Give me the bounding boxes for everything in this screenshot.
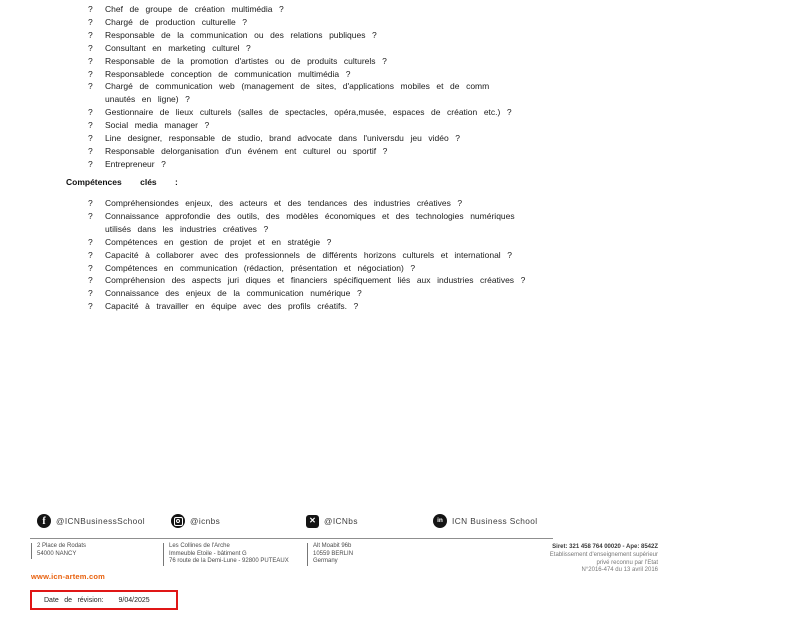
bullet-icon: ? [88, 107, 93, 118]
address-line: Germany [313, 558, 338, 565]
bullet-icon: ? [88, 29, 93, 40]
address-line: Immeuble Etoile - bâtiment G [169, 550, 247, 557]
facebook-icon: f [37, 514, 51, 528]
bullet-icon: ? [88, 249, 93, 260]
list-item [88, 16, 525, 29]
list-item-text: Social media manager ? [105, 120, 210, 131]
list-item [88, 119, 525, 132]
list-item [88, 80, 525, 106]
social-label: @icnbs [190, 516, 221, 526]
competences-list [88, 197, 537, 313]
social-link-linkedin[interactable] [433, 513, 538, 529]
list-item [88, 132, 525, 145]
legal-block [440, 544, 658, 575]
address-block-paris [163, 543, 289, 566]
list-item-text: Compréhensiondes enjeux, des acteurs et des tendances des industries créatives ? [105, 198, 463, 208]
bullet-icon: ? [88, 145, 93, 156]
bullet-icon: ? [88, 42, 93, 53]
social-link-x-twitter[interactable] [306, 513, 358, 529]
list-item [88, 274, 537, 287]
list-item [88, 210, 537, 236]
list-item [88, 106, 525, 119]
social-label: ICN Business School [452, 516, 538, 526]
list-item [88, 158, 525, 171]
social-link-facebook[interactable] [37, 513, 145, 529]
list-item-text: Entrepreneur ? [105, 158, 166, 169]
website-link[interactable]: www.icn-artem.com [31, 572, 105, 581]
revision-value: 9/04/2025 [118, 596, 150, 604]
bullet-icon: ? [88, 133, 93, 144]
bullet-icon: ? [88, 236, 93, 247]
legal-line: Etablissement d'enseignement supérieur [549, 551, 658, 558]
instagram-icon [171, 514, 185, 528]
legal-line: Siret: 321 458 764 00020 - Ape: 8542Z [552, 544, 658, 550]
bullet-icon: ? [88, 158, 93, 169]
list-item-text: Connaissance des enjeux de la communication numérique ? [105, 288, 362, 299]
list-item-text: Responsable delorganisation d'un événem ent culturel ou sportif ? [105, 145, 388, 156]
list-item [88, 68, 525, 81]
bullet-icon: ? [88, 262, 93, 273]
list-item [88, 249, 537, 262]
bullet-icon: ? [88, 81, 93, 92]
list-item-text: Chargé de production culturelle ? [105, 16, 248, 27]
list-item-text: Responsablede conception de communication multimédia ? [105, 68, 351, 79]
list-item-text: Compréhension des aspects juri diques et financiers spécifiquement liés aux industries créatives ? [105, 275, 526, 286]
revision-label: Date de révision: [44, 596, 104, 604]
social-link-instagram[interactable] [171, 513, 220, 529]
social-label: @ICNbs [324, 516, 358, 526]
footer-divider [30, 538, 553, 539]
list-item [88, 3, 525, 16]
legal-line: N°2016-474 du 13 avril 2016 [581, 567, 658, 574]
address-line: 76 route de la Demi-Lune - 92800 PUTEAUX [169, 558, 289, 565]
list-item-text: Consultant en marketing culturel ? [105, 42, 251, 53]
list-item [88, 236, 537, 249]
address-line: Les Collines de l'Arche [169, 543, 230, 549]
list-item [88, 262, 537, 275]
list-item [88, 197, 537, 210]
x-twitter-icon: ✕ [306, 515, 319, 528]
address-block-nancy [31, 543, 86, 559]
bullet-icon: ? [88, 68, 93, 79]
jobs-list [88, 3, 525, 171]
bullet-icon: ? [88, 4, 93, 14]
linkedin-icon: in [433, 514, 447, 528]
address-line: Alt Moabit 96b [313, 543, 352, 549]
bullet-icon: ? [88, 275, 93, 286]
social-label: @ICNBusinessSchool [56, 516, 145, 526]
list-item-text: Responsable de la promotion d'artistes ou de produits culturels ? [105, 55, 387, 66]
list-item-text: Connaissance approfondie des outils, des modèles économiques et des technologies numériques utilisés dans les industries créatives ? [105, 210, 515, 234]
revision-box [30, 590, 178, 610]
list-item-text: Capacité à travailler en équipe avec des profils créatifs. ? [105, 301, 359, 312]
list-item-text: Responsable de la communication ou des relations publiques ? [105, 29, 377, 40]
list-item-text: Compétences en gestion de projet et en stratégie ? [105, 236, 332, 247]
bullet-icon: ? [88, 120, 93, 131]
list-item [88, 300, 537, 313]
list-item-text: Capacité à collaborer avec des professionnels de différents horizons culturels et international ? [105, 249, 512, 260]
list-item [88, 29, 525, 42]
bullet-icon: ? [88, 301, 93, 312]
list-item-text: Compétences en communication (rédaction, présentation et négociation) ? [105, 262, 416, 273]
section-heading: Compétences clés : [66, 177, 178, 187]
bullet-icon: ? [88, 16, 93, 27]
bullet-icon: ? [88, 55, 93, 66]
list-item-text: Line designer, responsable de studio, brand advocate dans l'universdu jeu vidéo ? [105, 133, 460, 144]
address-line: 2 Place de Rodats [37, 543, 87, 549]
bullet-icon: ? [88, 288, 93, 299]
bullet-icon: ? [88, 210, 93, 221]
list-item-text: Gestionnaire de lieux culturels (salles de spectacles, opéra,musée, espaces de création etc.) ? [105, 107, 512, 118]
bullet-icon: ? [88, 198, 93, 208]
legal-line: privé reconnu par l'Etat [596, 559, 658, 566]
list-item-text: Chef de groupe de création multimédia ? [105, 4, 284, 14]
address-line: 54000 NANCY [37, 550, 77, 557]
list-item [88, 55, 525, 68]
list-item-text: Chargé de communication web (management de sites, d'applications mobiles et de comm unautés en ligne) ? [105, 81, 490, 105]
list-item [88, 287, 537, 300]
list-item [88, 42, 525, 55]
list-item [88, 145, 525, 158]
address-block-berlin [307, 543, 353, 566]
address-line: 10559 BERLIN [313, 550, 354, 557]
